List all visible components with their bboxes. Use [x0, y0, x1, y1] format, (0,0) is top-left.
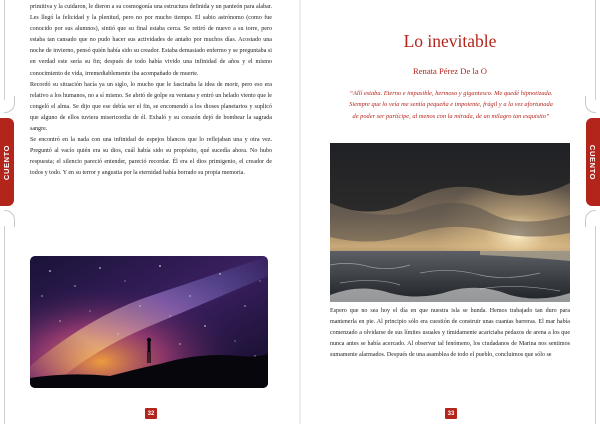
story-author: Renata Pérez De la O: [413, 66, 487, 76]
section-tab-left-label: CUENTO: [2, 144, 12, 180]
left-paragraph: primitiva y la cuidaron, le dieron a su cosmogonía una estructura definida y un panteón para alabar. Les llegó la felicidad y la plenitud, pero no por mucho tiempo. El sabio astrónomo (como fue conocido por sus alumnos), sintió que su final estaba cerca. Se retiró de nuevo a su torre, pero estaba tan cansado que no pudo hacer sus actividades de antaño por muchos días. Acostado una noche de invierno, pensó quién había sido su creador. Estaba demasiado enfermo y se preguntaba si en verdad este sería su fin; después de todo había vivido una infinidad de años y el mismo conocimiento de vida, irremediablemente iba acompañado de muerte.: [30, 4, 272, 77]
left-paragraph: Recordó su situación hacía ya un siglo, lo mucho que le fascinaba la idea de morir, pero eso era relativo a los humanos, no a sí mismo. Se abrió de golpe su ventana y entró un helado viento que le congeló el alma. Se dijo que ese debía ser el fin, se encomendó a los dioses planetarios y suplicó que alguno de ellos tuviera misericordia de él. Exhaló y su corazón dejó de bombear la sagrada sangre.: [30, 81, 272, 133]
left-edge-line-bottom: [4, 226, 5, 424]
story-epigraph: “Allí estaba. Eterno e impasible, hermoso y gigantesco. Me quedé hipnotizada. Siempre que lo veía me sentía pequeña e impotente, frágil y a la vez afortunada de poder ser partícipe, al menos con la mirada, de un milagro tan exquisito”: [349, 90, 553, 120]
left-edge-line-top: [4, 0, 5, 100]
section-tab-left: [0, 118, 14, 206]
right-edge-line-top: [595, 0, 596, 100]
page-number-right: 33: [445, 408, 457, 419]
page-number-left: 32: [145, 408, 157, 419]
section-tab-right-label: CUENTO: [588, 144, 598, 180]
right-edge-line-bottom: [595, 226, 596, 424]
story-title: Lo inevitable: [403, 31, 497, 51]
section-tab-right: [586, 118, 600, 206]
left-body-text: [30, 2, 272, 180]
stormy-sea-photo: [330, 143, 570, 302]
book-gutter: [299, 0, 301, 424]
left-paragraph: Se encontró en la nada con una infinidad de espejos blancos que lo reflejaban una y otra vez. Preguntó al vacío quién era su dios, cuál había sido su propósito, qué sucedía ahora. No hubo respuesta; el silencio pareció entender, pareció recordar. Él era el dios primigenio, el creador de todos y todo. Y en su terror y angustia por la eternidad había borrado su propia memoria.: [30, 137, 272, 177]
right-paragraph: Espero que no sea hoy el día en que nuestra isla se hunda. Hemos trabajado tan duro para mantenerla en pie. Al principio sólo era cuestión de construir unas cuantas barreras. El mar había comenzado a olvidarse de sus límites usuales y tímidamente acariciaba pedazos de arena a los que nunca antes se había acercado. Al observar tal fenómeno, los ciudadanos de Marina nos sentimos sumamente alarmados. Después de una asamblea de todo el pueblo, concluimos que sólo se: [330, 308, 570, 359]
galaxy-silhouette-photo: [30, 256, 268, 388]
right-body-text: [330, 306, 570, 361]
right-edge-curl-bottom: [585, 210, 596, 227]
